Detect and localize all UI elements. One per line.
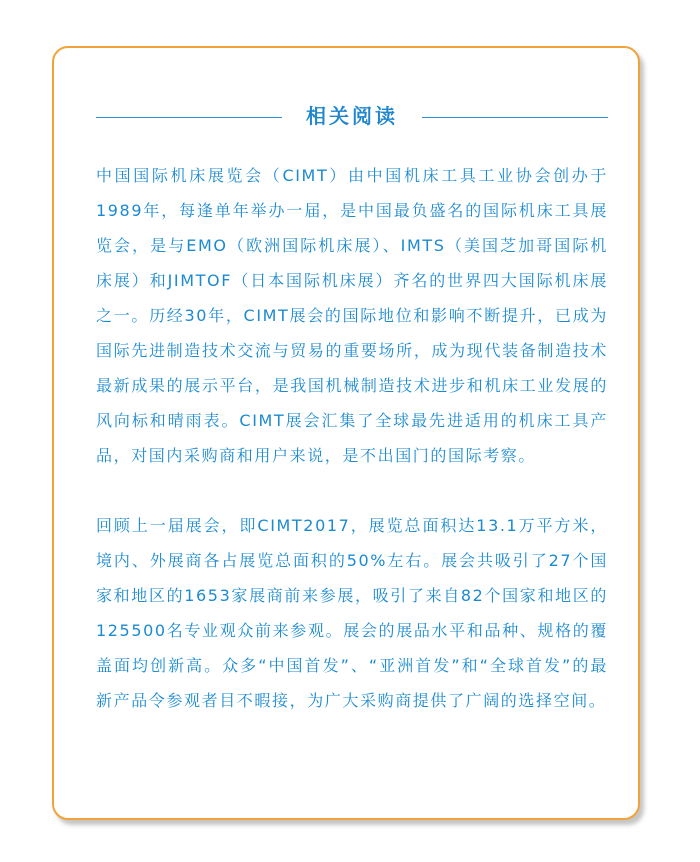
paragraph-1: 中国国际机床展览会（CIMT）由中国机床工具工业协会创办于1989年，每逢单年举办一届，是中国最负盛名的国际机床工具展览会，是与EMO（欧洲国际机床展）、IMTS（美国芝加哥国际机床展）和JIMTOF（日本国际机床展）齐名的世界四大国际机床展之一。历经30年，CIMT展会的国际地位和影响不断提升，已成为国际先进制造技术交流与贸易的重要场所，成为现代装备制造技术最新成果的展示平台，是我国机械制造技术进步和机床工业发展的风向标和晴雨表。CIMT展会汇集了全球最先进适用的机床工具产品，对国内采购商和用户来说，是不出国门的国际考察。 xyxy=(96,166,608,465)
card-header xyxy=(96,98,608,134)
paragraph-2: 回顾上一届展会，即CIMT2017，展览总面积达13.1万平方米，境内、外展商各占展览总面积的50%左右。展会共吸引了27个国家和地区的1653家展商前来参展，吸引了来自82个国家和地区的125500名专业观众前来参观。展会的展品水平和品种、规格的覆盖面均创新高。众多“中国首发”、“亚洲首发”和“全球首发”的最新产品令参观者目不暇接，为广大采购商提供了广阔的选择空间。 xyxy=(96,516,608,710)
article-body xyxy=(96,158,608,718)
header-rule-left xyxy=(96,117,282,118)
header-rule-right xyxy=(422,117,608,118)
card-title: 相关阅读 xyxy=(306,104,398,128)
related-reading-card xyxy=(52,46,640,820)
